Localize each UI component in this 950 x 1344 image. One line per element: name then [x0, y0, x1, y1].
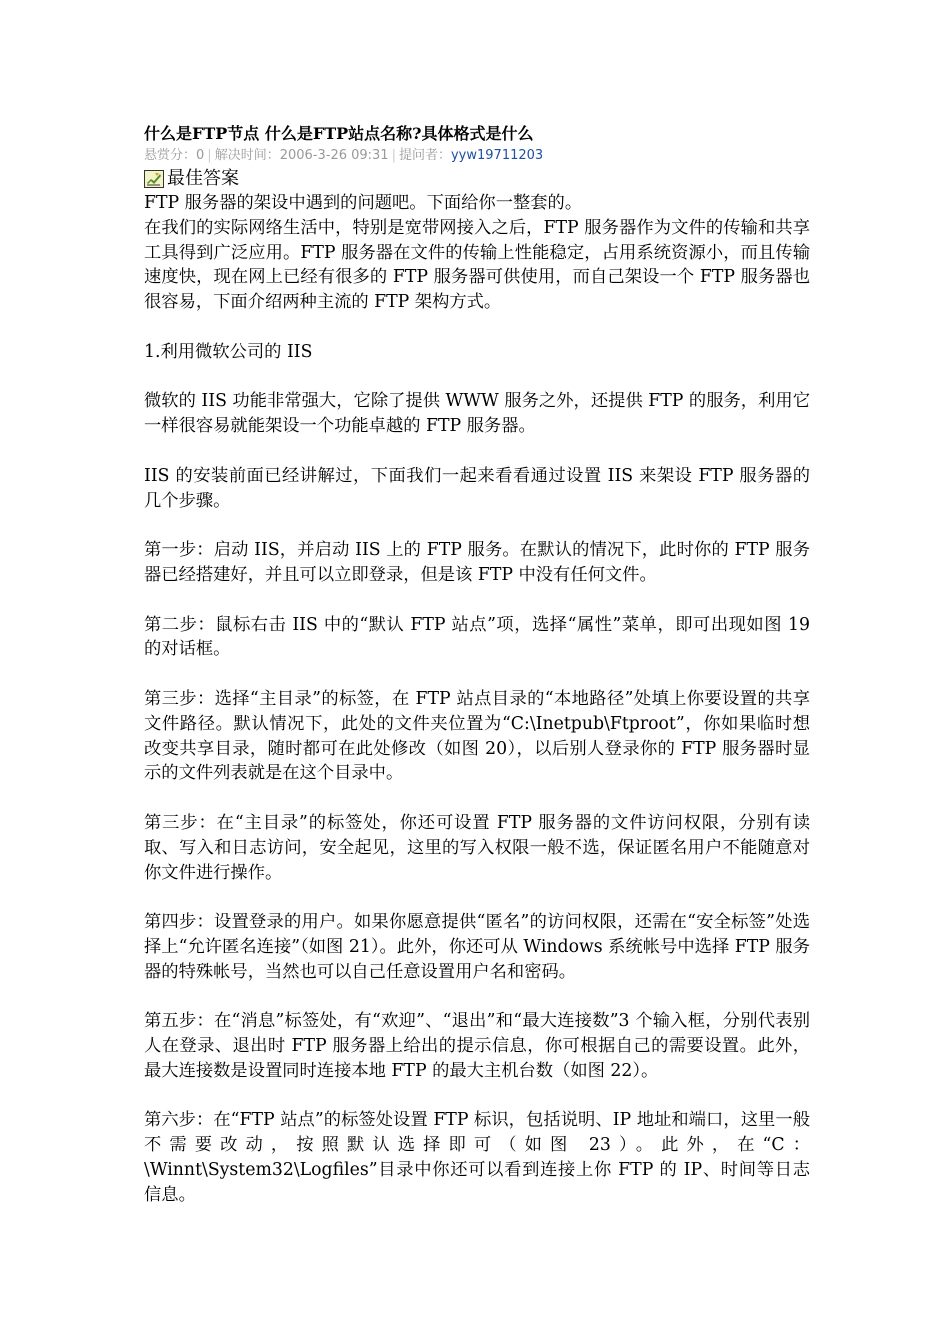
- answer-paragraph: FTP 服务器的架设中遇到的问题吧。下面给你一整套的。: [144, 193, 583, 213]
- best-answer-label: 最佳答案: [167, 168, 239, 189]
- asker-label: 提问者：: [398, 148, 451, 163]
- step-paragraph: 第一步：启动 IIS，并启动 IIS 上的 FTP 服务。在默认的情况下，此时你的 FTP 服务器已经搭建好，并且可以立即登录，但是该 FTP 中没有任何文件。: [144, 540, 810, 585]
- document-page: [144, 122, 810, 1208]
- step-paragraph: 第四步：设置登录的用户。如果你愿意提供“匿名”的访问权限，还需在“安全标签”处选择上“允许匿名连接”（如图 21）。此外，你还可从 Windows 系统帐号中选择 FTP 服务器的特殊帐号，当然也可以自己任意设置用户名和密码。: [144, 912, 810, 982]
- best-answer-heading: [144, 167, 810, 191]
- answer-body: [144, 191, 810, 1208]
- answer-paragraph: 在我们的实际网络生活中，特别是宽带网接入之后，FTP 服务器作为文件的传输和共享工具得到广泛应用。FTP 服务器在文件的传输上性能稳定，占用系统资源小，而且传输速度快，现在网上已经有很多的 FTP 服务器可供使用，而自己架设一个 FTP 服务器也很容易，下面介绍两种主流的 FTP 架构方式。: [144, 217, 810, 313]
- step-paragraph: 第六步：在“FTP 站点”的标签处设置 FTP 标识，包括说明、IP 地址和端口，这里一般不需要改动，按照默认选择即可（如图 23）。此外，在“C：\Winnt\System32\Logfiles”目录中你还可以看到连接上你 FTP 的 IP、时间等日志信息。: [144, 1110, 810, 1205]
- asker-link[interactable]: yyw19711203: [450, 148, 544, 163]
- solved-value: 2006-3-26 09:31: [279, 148, 389, 163]
- best-answer-icon: [144, 170, 164, 188]
- step-paragraph: 第二步：鼠标右击 IIS 中的“默认 FTP 站点”项，选择“属性”菜单，即可出现如图 19 的对话框。: [144, 614, 810, 660]
- meta-separator: |: [207, 148, 212, 163]
- question-meta: [144, 146, 810, 166]
- solved-label: 解决时间：: [214, 148, 280, 163]
- step-paragraph: 第三步：选择“主目录”的标签，在 FTP 站点目录的“本地路径”处填上你要设置的共享文件路径。默认情况下，此处的文件夹位置为“C:\Inetpub\Ftproot”，你如果临时想改变共享目录，随时都可在此处修改（如图 20），以后别人登录你的 FTP 服务器时显示的文件列表就是在这个目录中。: [144, 688, 810, 784]
- question-title: 什么是FTP节点 什么是FTP站点名称?具体格式是什么: [144, 124, 534, 143]
- answer-paragraph: 微软的 IIS 功能非常强大，它除了提供 WWW 服务之外，还提供 FTP 的服务，利用它一样很容易就能架设一个功能卓越的 FTP 服务器。: [144, 391, 810, 437]
- reward-label: 悬赏分：: [144, 148, 197, 163]
- answer-paragraph: IIS 的安装前面已经讲解过，下面我们一起来看看通过设置 IIS 来架设 FTP 服务器的几个步骤。: [144, 465, 810, 511]
- step-paragraph: 第五步：在“消息”标签处，有“欢迎”、“退出”和“最大连接数”3 个输入框，分别代表别人在登录、退出时 FTP 服务器上给出的提示信息，你可根据自己的需要设置。此外，最大连接数是设置同时连接本地 FTP 的最大主机台数（如图 22）。: [144, 1011, 810, 1081]
- step-paragraph: 第三步：在“主目录”的标签处，你还可设置 FTP 服务器的文件访问权限，分别有读取、写入和日志访问，安全起见，这里的写入权限一般不选，保证匿名用户不能随意对你文件进行操作。: [144, 812, 810, 883]
- section-heading: 1.利用微软公司的 IIS: [144, 341, 313, 362]
- meta-separator: |: [391, 148, 396, 163]
- reward-value: 0: [196, 148, 205, 163]
